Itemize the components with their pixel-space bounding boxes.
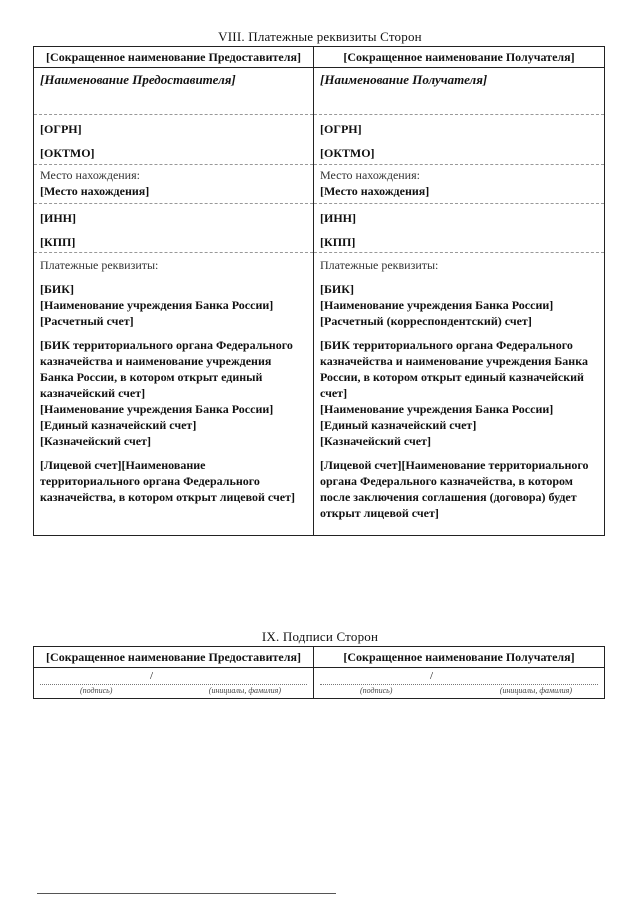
recipient-oktmo: [ОКТМО] (320, 146, 375, 160)
provider-treasury-account: [Казначейский счет] (40, 434, 151, 448)
provider-treasury-bik: [БИК территориального органа Федерального казначейства и наименование учреждения Банка России, в котором открыт единый казначейский счет] (40, 338, 293, 400)
recipient-bik: [БИК] (320, 282, 354, 296)
provider-initials-caption: (инициалы, фамилия) (208, 686, 281, 695)
recipient-inn: [ИНН] (320, 211, 356, 225)
recipient-treasury-bik: [БИК территориального органа Федерального казначейства и наименование учреждения Банка России, в котором открыт единый казначейский счет] (320, 338, 588, 400)
provider-payment-label: Платежные реквизиты: (40, 258, 159, 272)
provider-single-account: [Единый казначейский счет] (40, 418, 197, 432)
recipient-single-account: [Единый казначейский счет] (320, 418, 477, 432)
recipient-initials-caption: (инициалы, фамилия) (499, 686, 572, 695)
recipient-personal-account: [Лицевой счет][Наименование территориального органа Федерального казначейства, в котором после заключения соглашения (договора) будет открыт лицевой счет] (320, 458, 589, 520)
signatures-table (33, 646, 605, 699)
signature-recipient-header: [Сокращенное наименование Получателя] (314, 647, 605, 668)
provider-personal-account: [Лицевой счет][Наименование территориального органа Федерального казначейства, в котором открыт лицевой счет] (40, 458, 295, 504)
provider-signature-caption: (подпись) (80, 686, 113, 695)
section-8-title: VIII. Платежные реквизиты Сторон (218, 29, 422, 44)
section-9-title: IX. Подписи Сторон (261, 629, 379, 644)
recipient-account: [Расчетный (корреспондентский) счет] (320, 314, 532, 328)
provider-kpp: [КПП] (40, 235, 76, 249)
recipient-signature-line[interactable] (320, 668, 598, 685)
provider-signature-slash: / (150, 670, 154, 682)
provider-ogrn: [ОГРН] (40, 122, 82, 136)
provider-location-label: Место нахождения: (40, 168, 140, 182)
recipient-location: [Место нахождения] (320, 184, 430, 198)
recipient-header: [Сокращенное наименование Получателя] (314, 47, 605, 68)
recipient-payment-label: Платежные реквизиты: (320, 258, 439, 272)
recipient-bank-name-2: [Наименование учреждения Банка России] (320, 402, 554, 416)
recipient-kpp: [КПП] (320, 235, 356, 249)
provider-name: [Наименование Предоставителя] (40, 72, 236, 87)
provider-header: [Сокращенное наименование Предоставителя] (34, 47, 314, 68)
recipient-location-label: Место нахождения: (320, 168, 420, 182)
provider-inn: [ИНН] (40, 211, 76, 225)
signature-provider-header: [Сокращенное наименование Предоставителя] (34, 647, 314, 668)
recipient-bank-name: [Наименование учреждения Банка России] (320, 298, 554, 312)
provider-oktmo: [ОКТМО] (40, 146, 95, 160)
provider-bank-name-2: [Наименование учреждения Банка России] (40, 402, 274, 416)
provider-signature-line[interactable] (40, 668, 307, 685)
provider-location: [Место нахождения] (40, 184, 150, 198)
recipient-treasury-account: [Казначейский счет] (320, 434, 431, 448)
recipient-name: [Наименование Получателя] (320, 72, 488, 87)
footnote-separator (37, 893, 336, 894)
recipient-signature-caption: (подпись) (360, 686, 393, 695)
provider-bik: [БИК] (40, 282, 74, 296)
provider-bank-name: [Наименование учреждения Банка России] (40, 298, 274, 312)
recipient-ogrn: [ОГРН] (320, 122, 362, 136)
recipient-signature-slash: / (430, 670, 434, 682)
payment-details-table (33, 46, 605, 536)
provider-account: [Расчетный счет] (40, 314, 134, 328)
